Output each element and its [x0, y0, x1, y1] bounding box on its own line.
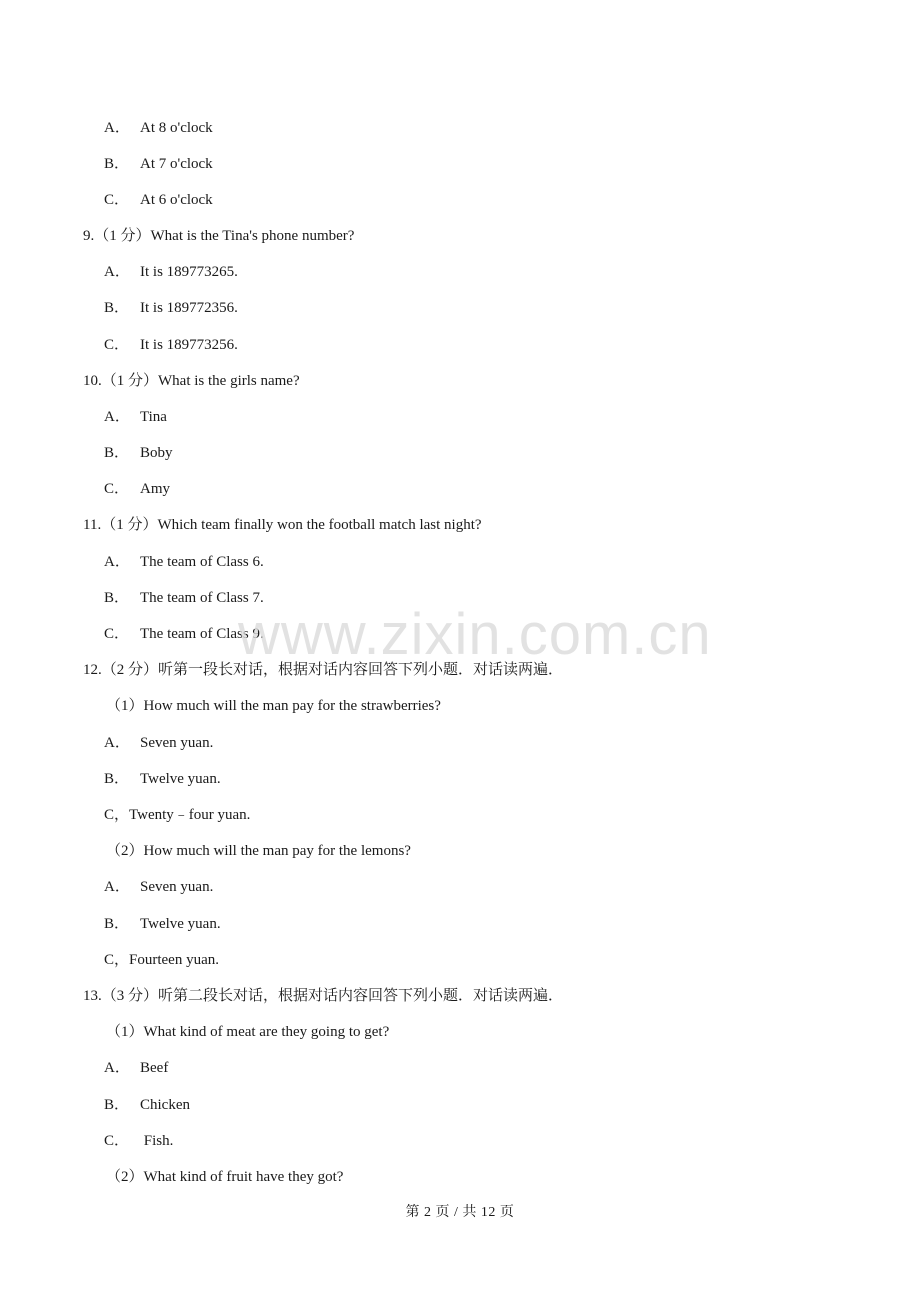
option-letter: B． — [104, 300, 130, 316]
option-letter: A． — [104, 879, 130, 895]
option-letter: A． — [104, 554, 130, 570]
q12-sub1-option-b — [104, 769, 221, 789]
option-text: Seven yuan. — [140, 735, 214, 751]
option-text: Twelve yuan. — [140, 916, 221, 932]
q12-sub2-option-c — [104, 950, 219, 970]
q8-option-a — [104, 118, 213, 138]
option-text: At 8 o'clock — [140, 120, 213, 136]
q10-option-a — [104, 407, 167, 427]
option-letter: C， — [104, 807, 130, 823]
option-letter: C． — [104, 337, 130, 353]
q9-option-a — [104, 262, 238, 282]
q11-option-a — [104, 552, 264, 572]
option-letter: C． — [104, 481, 130, 497]
q9-stem: 9.（1 分）What is the Tina's phone number? — [83, 228, 355, 244]
option-letter: C． — [104, 626, 130, 642]
option-text: It is 189772356. — [140, 300, 238, 316]
q12-sub1-stem: （1）How much will the man pay for the strawberries? — [106, 698, 441, 714]
option-letter: B． — [104, 445, 130, 461]
option-text: Fish. — [140, 1133, 174, 1149]
option-letter: C． — [104, 1133, 130, 1149]
q12-sub2-option-a — [104, 877, 213, 897]
option-text: Chicken — [140, 1097, 190, 1113]
option-text: Twenty﹣four yuan. — [129, 807, 251, 823]
option-text: It is 189773256. — [140, 337, 238, 353]
option-letter: B． — [104, 916, 130, 932]
q10-option-c — [104, 479, 170, 499]
q13-stem: 13.（3 分）听第二段长对话，根据对话内容回答下列小题．对话读两遍． — [83, 988, 564, 1004]
option-text: Twelve yuan. — [140, 771, 221, 787]
q12-sub1-option-c — [104, 805, 250, 825]
q9-option-c — [104, 335, 238, 355]
q12-sub1-option-a — [104, 733, 213, 753]
q12-sub2-option-b — [104, 914, 221, 934]
option-text: It is 189773265. — [140, 264, 238, 280]
option-text: Amy — [140, 481, 170, 497]
option-letter: B． — [104, 590, 130, 606]
option-text: At 7 o'clock — [140, 156, 213, 172]
q9-option-b — [104, 298, 238, 318]
option-text: At 6 o'clock — [140, 192, 213, 208]
watermark: www.zixin.com.cn — [238, 602, 712, 667]
option-letter: B． — [104, 156, 130, 172]
option-letter: A． — [104, 120, 130, 136]
q10-stem: 10.（1 分）What is the girls name? — [83, 373, 300, 389]
option-letter: C， — [104, 952, 130, 968]
q8-option-b — [104, 154, 213, 174]
option-letter: A． — [104, 1060, 130, 1076]
option-text: The team of Class 7. — [140, 590, 264, 606]
option-letter: C． — [104, 192, 130, 208]
option-letter: A． — [104, 409, 130, 425]
option-letter: A． — [104, 264, 130, 280]
q11-stem: 11.（1 分）Which team finally won the football match last night? — [83, 517, 482, 533]
q13-sub1-option-b — [104, 1095, 190, 1115]
q12-stem: 12.（2 分）听第一段长对话，根据对话内容回答下列小题．对话读两遍． — [83, 662, 564, 678]
page-footer: 第 2 页 / 共 12 页 — [405, 1205, 515, 1220]
option-text: Beef — [140, 1060, 169, 1076]
q13-sub1-option-a — [104, 1058, 168, 1078]
option-text: Tina — [140, 409, 167, 425]
q13-sub2-stem: （2）What kind of fruit have they got? — [106, 1169, 344, 1185]
q13-sub1-option-c — [104, 1131, 173, 1151]
q10-option-b — [104, 443, 173, 463]
option-letter: A． — [104, 735, 130, 751]
option-text: Boby — [140, 445, 173, 461]
option-text: Seven yuan. — [140, 879, 214, 895]
option-text: The team of Class 9. — [140, 626, 264, 642]
q12-sub2-stem: （2）How much will the man pay for the lemons? — [106, 843, 411, 859]
option-text: The team of Class 6. — [140, 554, 264, 570]
option-text: Fourteen yuan. — [129, 952, 219, 968]
option-letter: B． — [104, 771, 130, 787]
option-letter: B． — [104, 1097, 130, 1113]
q8-option-c — [104, 190, 213, 210]
q13-sub1-stem: （1）What kind of meat are they going to get? — [106, 1024, 390, 1040]
